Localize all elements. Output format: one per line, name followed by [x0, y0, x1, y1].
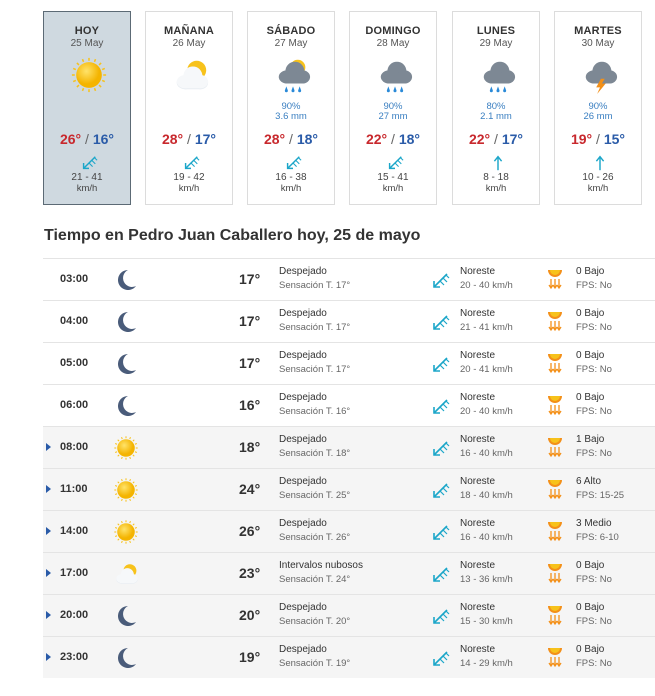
feels-like: Sensación T. 18° [279, 448, 351, 459]
day-date: 25 May [70, 38, 104, 49]
uv-sun-icon [546, 645, 564, 669]
sun-icon [113, 477, 139, 503]
precip-amount: 3.6 mm [275, 111, 307, 122]
day-card-3[interactable] [349, 11, 437, 205]
day-name: MARTES [574, 25, 622, 37]
feels-like: Sensación T. 16° [279, 406, 351, 417]
uv-sun-icon [546, 477, 564, 501]
uv-index: 0 Bajo [576, 644, 605, 655]
day-date: 28 May [376, 38, 410, 49]
temp-max: 19° [570, 131, 593, 147]
hour-temperature: 19° [239, 649, 261, 665]
hour-temperature: 16° [239, 397, 261, 413]
rain-cloud-icon [479, 56, 517, 94]
wind-direction: Noreste [460, 476, 496, 487]
hour-time: 23:00 [60, 651, 89, 663]
wind-arrow-icon [80, 154, 98, 172]
uv-sun-icon [546, 351, 564, 375]
fps-recommendation: FPS: 15-25 [576, 490, 625, 501]
fps-recommendation: FPS: No [576, 322, 612, 333]
page-title: Tiempo en Pedro Juan Caballero hoy, 25 de mayo [44, 227, 421, 244]
day-name: HOY [74, 25, 100, 37]
moon-icon [113, 267, 139, 293]
sky-description: Despejado [279, 308, 327, 319]
wind-unit: km/h [178, 183, 200, 194]
expand-arrow-icon[interactable] [46, 443, 51, 451]
hour-temperature: 17° [239, 271, 261, 287]
hour-temperature: 26° [239, 523, 261, 539]
sun-icon [113, 519, 139, 545]
hour-time: 11:00 [60, 483, 88, 495]
wind-direction: Noreste [460, 518, 496, 529]
precip-amount: 27 mm [378, 111, 408, 122]
expand-arrow-icon[interactable] [46, 611, 51, 619]
expand-arrow-icon[interactable] [46, 527, 51, 535]
fps-recommendation: FPS: No [576, 406, 612, 417]
temp-min: 15° [603, 131, 625, 147]
temperature-range: 28° / 17° [161, 131, 216, 147]
uv-sun-icon [546, 603, 564, 627]
uv-sun-icon [546, 393, 564, 417]
wind-direction: Noreste [460, 392, 496, 403]
wind-unit: km/h [587, 183, 609, 194]
sky-description: Despejado [279, 644, 327, 655]
wind-speed: 18 - 40 km/h [460, 490, 513, 501]
hour-time: 04:00 [60, 315, 89, 327]
wind-speed: 16 - 40 km/h [460, 532, 513, 543]
sky-description: Intervalos nubosos [279, 560, 363, 571]
temp-max: 28° [161, 131, 184, 147]
fps-recommendation: FPS: No [576, 448, 612, 459]
wind-arrow-icon [430, 439, 450, 457]
sky-description: Despejado [279, 602, 327, 613]
wind-arrow-icon [489, 154, 507, 172]
sky-description: Despejado [279, 266, 327, 277]
wind-speed: 8 - 18 [483, 172, 509, 183]
wind-speed: 14 - 29 km/h [460, 658, 513, 669]
hour-time: 08:00 [60, 441, 89, 453]
hour-row [43, 300, 655, 342]
wind-direction: Noreste [460, 350, 496, 361]
temp-min: 17° [501, 131, 523, 147]
wind-arrow-icon [430, 523, 450, 541]
hour-time: 03:00 [60, 273, 89, 285]
wind-arrow-icon [284, 154, 302, 172]
wind-arrow-icon [430, 565, 450, 583]
hour-row [43, 342, 655, 384]
precip-probability: 90% [281, 101, 301, 112]
fps-recommendation: FPS: No [576, 574, 612, 585]
day-name: SÁBADO [266, 25, 316, 37]
feels-like: Sensación T. 17° [279, 364, 351, 375]
sun-rain-cloud-icon [274, 56, 312, 94]
wind-direction: Noreste [460, 308, 496, 319]
fps-recommendation: FPS: No [576, 658, 612, 669]
uv-index: 0 Bajo [576, 602, 605, 613]
hour-row[interactable] [43, 510, 655, 552]
wind-arrow-icon [430, 481, 450, 499]
wind-speed: 21 - 41 [71, 172, 103, 183]
hour-time: 14:00 [60, 525, 89, 537]
day-name: MAÑANA [163, 25, 215, 37]
sky-description: Despejado [279, 350, 327, 361]
temperature-range: 22° / 17° [468, 131, 523, 147]
wind-speed: 15 - 41 [377, 172, 409, 183]
hour-row[interactable] [43, 468, 655, 510]
precip-probability: 80% [486, 101, 506, 112]
precipitation [350, 102, 436, 122]
hour-row[interactable] [43, 636, 655, 678]
wind-unit: km/h [382, 183, 404, 194]
wind-speed: 19 - 42 [173, 172, 205, 183]
wind-arrow-icon [430, 397, 450, 415]
feels-like: Sensación T. 19° [279, 658, 351, 669]
day-date: 30 May [581, 38, 615, 49]
moon-icon [113, 645, 139, 671]
temp-min: 18° [398, 131, 420, 147]
day-name: DOMINGO [365, 25, 421, 37]
uv-sun-icon [546, 309, 564, 333]
wind-arrow-icon [182, 154, 200, 172]
hour-temperature: 17° [239, 355, 261, 371]
wind-speed: 20 - 40 km/h [460, 280, 513, 291]
temperature-range: 26° / 16° [59, 131, 114, 147]
storm-cloud-icon [581, 56, 619, 94]
uv-sun-icon [546, 561, 564, 585]
wind-speed: 10 - 26 [582, 172, 614, 183]
sun-icon [70, 56, 108, 94]
feels-like: Sensación T. 24° [279, 574, 351, 585]
uv-index: 0 Bajo [576, 350, 605, 361]
uv-index: 0 Bajo [576, 308, 605, 319]
temp-max: 22° [365, 131, 388, 147]
precip-amount: 2.1 mm [480, 111, 512, 122]
wind-direction: Noreste [460, 266, 496, 277]
sky-description: Despejado [279, 476, 327, 487]
rain-cloud-icon [376, 56, 414, 94]
day-card-5[interactable] [554, 11, 642, 205]
precipitation [453, 102, 539, 122]
uv-index: 6 Alto [576, 476, 602, 487]
precip-amount: 26 mm [583, 111, 613, 122]
temperature-range: 28° / 18° [263, 131, 318, 147]
fps-recommendation: FPS: No [576, 364, 612, 375]
temperature-range: 22° / 18° [365, 131, 420, 147]
day-date: 26 May [172, 38, 206, 49]
moon-icon [113, 351, 139, 377]
moon-icon [113, 393, 139, 419]
day-card-2[interactable] [247, 11, 335, 205]
wind-direction: Noreste [460, 434, 496, 445]
uv-index: 0 Bajo [576, 560, 605, 571]
wind-direction: Noreste [460, 602, 496, 613]
partly-cloudy-icon [113, 561, 139, 587]
uv-sun-icon [546, 435, 564, 459]
hour-row[interactable] [43, 594, 655, 636]
expand-arrow-icon[interactable] [46, 569, 51, 577]
temp-max: 22° [468, 131, 491, 147]
precipitation [248, 102, 334, 122]
hour-row [43, 384, 655, 426]
hour-row[interactable] [43, 552, 655, 594]
hour-temperature: 23° [239, 565, 261, 581]
expand-arrow-icon[interactable] [46, 653, 51, 661]
day-date: 27 May [274, 38, 308, 49]
wind-direction: Noreste [460, 560, 496, 571]
uv-sun-icon [546, 267, 564, 291]
temp-max: 28° [263, 131, 286, 147]
uv-index: 1 Bajo [576, 434, 605, 445]
precip-probability: 90% [588, 101, 608, 112]
feels-like: Sensación T. 20° [279, 616, 351, 627]
wind-arrow-icon [430, 649, 450, 667]
wind-speed: 16 - 40 km/h [460, 448, 513, 459]
partly-cloudy-icon [172, 56, 210, 94]
uv-index: 0 Bajo [576, 392, 605, 403]
temp-min: 16° [92, 131, 114, 147]
wind-arrow-icon [386, 154, 404, 172]
uv-sun-icon [546, 519, 564, 543]
sky-description: Despejado [279, 392, 327, 403]
wind-speed: 20 - 40 km/h [460, 406, 513, 417]
feels-like: Sensación T. 17° [279, 280, 351, 291]
feels-like: Sensación T. 25° [279, 490, 351, 501]
wind-unit: km/h [76, 183, 98, 194]
temp-max: 26° [59, 131, 82, 147]
precipitation [555, 102, 641, 122]
fps-recommendation: FPS: No [576, 280, 612, 291]
wind-arrow-icon [591, 154, 609, 172]
fps-recommendation: FPS: 6-10 [576, 532, 619, 543]
moon-icon [113, 309, 139, 335]
day-card-0[interactable] [43, 11, 131, 205]
hour-time: 05:00 [60, 357, 89, 369]
hour-temperature: 18° [239, 439, 261, 455]
wind-speed: 13 - 36 km/h [460, 574, 513, 585]
sky-description: Despejado [279, 518, 327, 529]
precip-probability: 90% [383, 101, 403, 112]
fps-recommendation: FPS: No [576, 616, 612, 627]
day-card-4[interactable] [452, 11, 540, 205]
wind-speed: 16 - 38 [275, 172, 307, 183]
hour-temperature: 24° [239, 481, 261, 497]
day-card-1[interactable] [145, 11, 233, 205]
hour-time: 17:00 [60, 567, 89, 579]
temp-min: 17° [194, 131, 216, 147]
hour-row[interactable] [43, 426, 655, 468]
wind-unit: km/h [485, 183, 507, 194]
temperature-range: 19° / 15° [570, 131, 625, 147]
moon-icon [113, 603, 139, 629]
sky-description: Despejado [279, 434, 327, 445]
feels-like: Sensación T. 26° [279, 532, 351, 543]
hour-time: 06:00 [60, 399, 89, 411]
day-date: 29 May [479, 38, 513, 49]
wind-arrow-icon [430, 607, 450, 625]
hour-temperature: 20° [239, 607, 261, 623]
wind-arrow-icon [430, 271, 450, 289]
uv-index: 0 Bajo [576, 266, 605, 277]
expand-arrow-icon[interactable] [46, 485, 51, 493]
daily-forecast [43, 11, 655, 205]
uv-index: 3 Medio [576, 518, 612, 529]
wind-direction: Noreste [460, 644, 496, 655]
feels-like: Sensación T. 17° [279, 322, 351, 333]
wind-speed: 20 - 41 km/h [460, 364, 513, 375]
wind-arrow-icon [430, 313, 450, 331]
sun-icon [113, 435, 139, 461]
wind-speed: 15 - 30 km/h [460, 616, 513, 627]
wind-arrow-icon [430, 355, 450, 373]
hour-temperature: 17° [239, 313, 261, 329]
hour-time: 20:00 [60, 609, 89, 621]
hour-row [43, 258, 655, 300]
day-name: LUNES [476, 25, 516, 37]
wind-speed: 21 - 41 km/h [460, 322, 513, 333]
temp-min: 18° [296, 131, 318, 147]
wind-unit: km/h [280, 183, 302, 194]
